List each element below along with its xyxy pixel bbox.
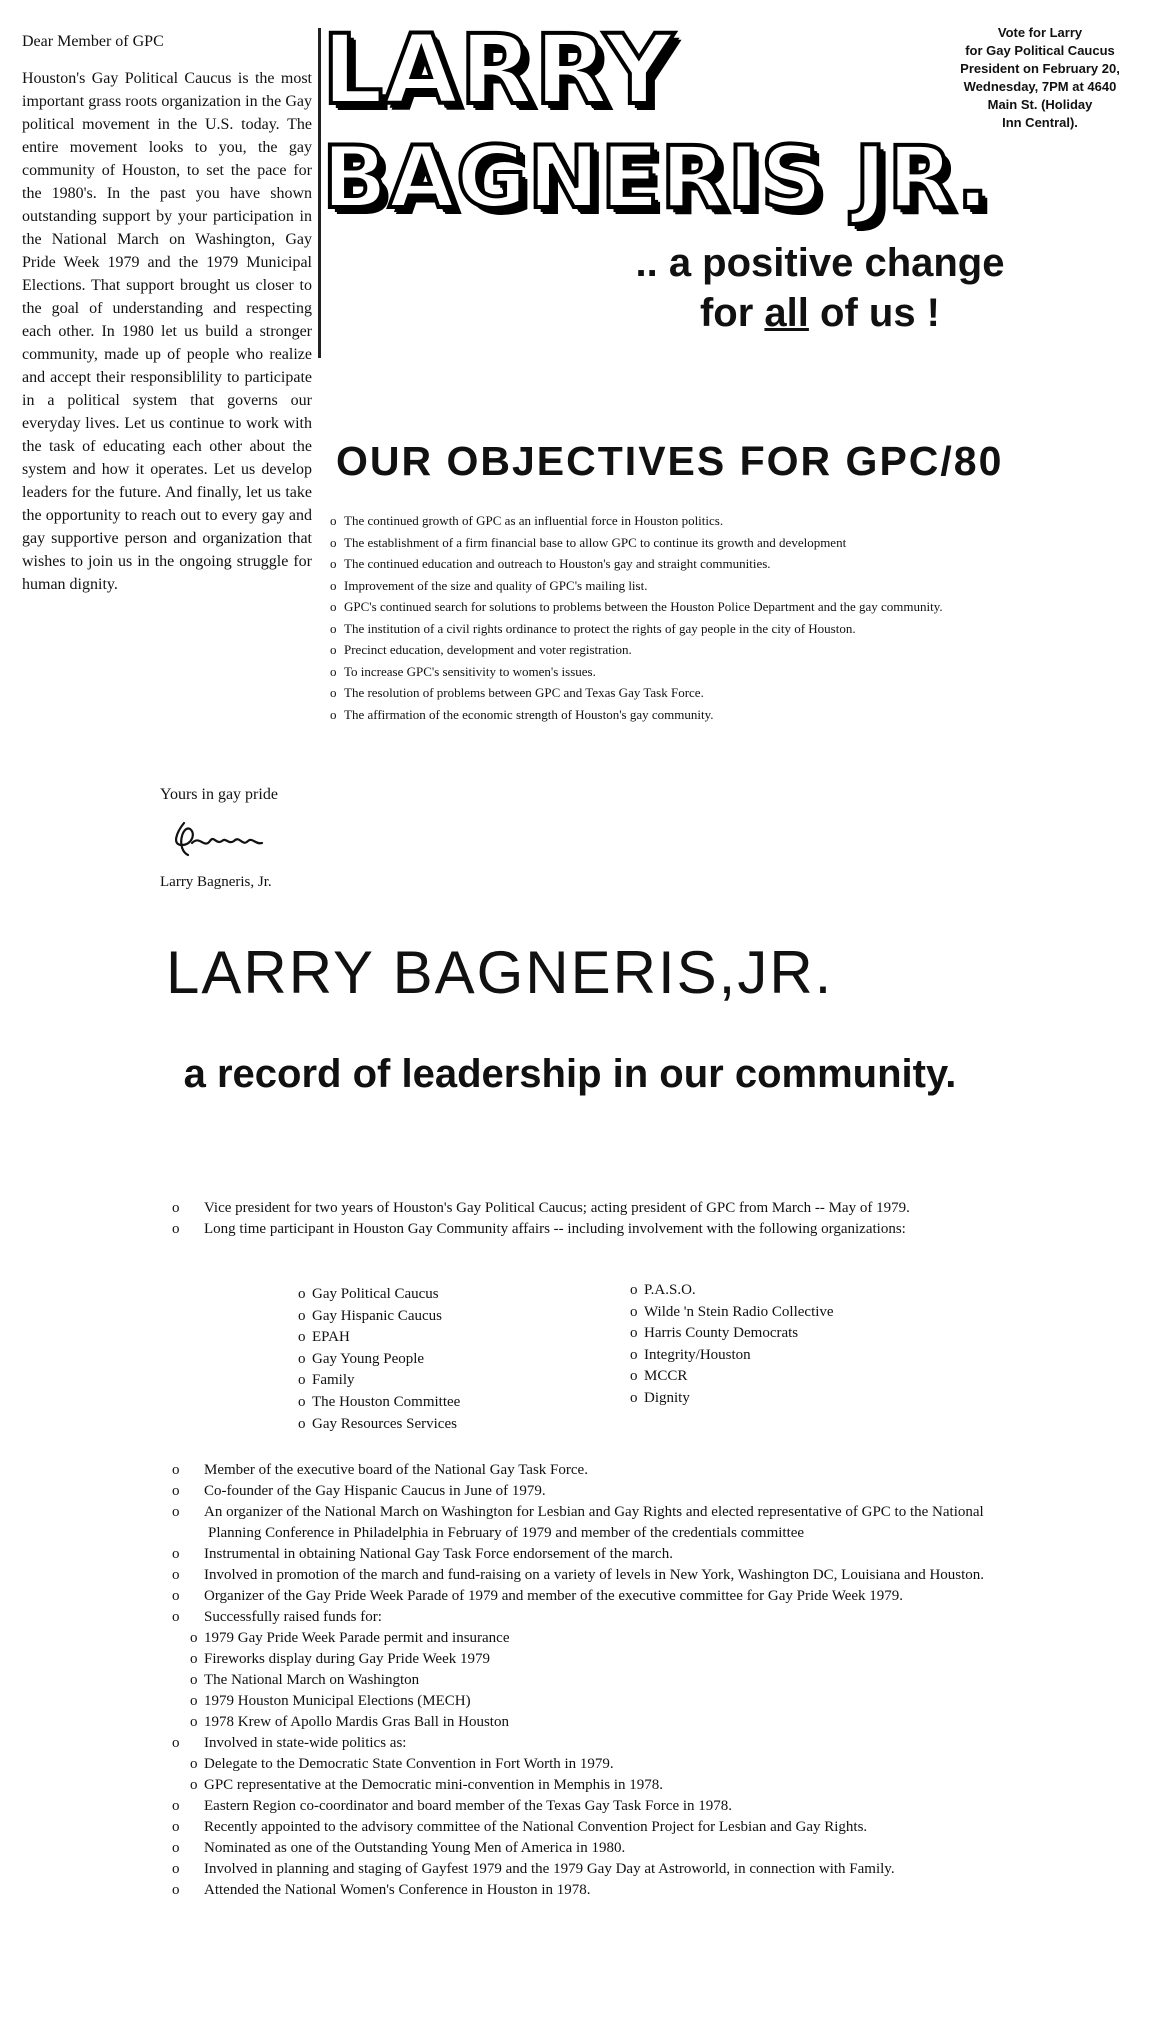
org-item: o MCCR bbox=[630, 1368, 688, 1385]
record-item: o Instrumental in obtaining National Gay Task Force endorsement of the march. bbox=[172, 1546, 673, 1562]
org-item: o Family bbox=[298, 1372, 355, 1389]
state-item: o GPC representative at the Democratic mini-convention in Memphis in 1978. bbox=[190, 1777, 664, 1793]
record-item: o Recently appointed to the advisory committee of the National Convention Project for Lesbian and Gay Rights. bbox=[172, 1819, 868, 1835]
slogan-pre: for bbox=[699, 291, 765, 335]
record-item: o Involved in planning and staging of Gayfest 1979 and the 1979 Gay Day at Astroworld, in connection with Family. bbox=[172, 1861, 895, 1877]
record-item: o Involved in promotion of the march and fund-raising on a variety of levels in New York, Washington DC, Louisiana and Houston. bbox=[172, 1567, 985, 1583]
vote-notice-line: President on February 20, bbox=[960, 61, 1120, 76]
org-item: o Gay Young People bbox=[298, 1350, 425, 1367]
objective-item: o The institution of a civil rights ordinance to protect the rights of gay people in the city of Houston. bbox=[330, 620, 856, 636]
record-item: o Long time participant in Houston Gay Community affairs -- including involvement with the following organizations: bbox=[172, 1221, 906, 1237]
slogan bbox=[520, 238, 1120, 338]
letter-closing: Yours in gay pride bbox=[160, 786, 278, 803]
record-item: o Attended the National Women's Conference in Houston in 1978. bbox=[172, 1882, 591, 1898]
vote-notice bbox=[940, 24, 1140, 132]
objective-item: o The continued education and outreach to Houston's gay and straight communities. bbox=[330, 556, 771, 571]
objective-item: o To increase GPC's sensitivity to women's issues. bbox=[330, 663, 596, 679]
objective-item: o The affirmation of the economic strength of Houston's gay community. bbox=[330, 706, 714, 722]
candidate-name-line1: LARRY bbox=[322, 14, 675, 126]
objective-item: o The resolution of problems between GPC and Texas Gay Task Force. bbox=[330, 685, 704, 700]
state-politics-list bbox=[190, 1754, 992, 1796]
record-item: o Eastern Region co-coordinator and board member of the Texas Gay Task Force in 1978. bbox=[172, 1798, 733, 1814]
objective-item: o The establishment of a firm financial base to allow GPC to continue its growth and development bbox=[330, 534, 847, 550]
fund-item: o 1978 Krew of Apollo Mardis Gras Ball in Houston bbox=[190, 1714, 509, 1730]
objectives-list bbox=[330, 510, 943, 725]
org-item: o Integrity/Houston bbox=[630, 1346, 751, 1363]
record-headline: a record of leadership in our community. bbox=[183, 1052, 957, 1096]
org-item: o Gay Resources Services bbox=[298, 1415, 457, 1432]
record-item: o Nominated as one of the Outstanding Young Men of America in 1980. bbox=[172, 1840, 626, 1856]
candidate-name-line2: BAGNERIS JR. bbox=[322, 128, 991, 228]
org-item: o Harris County Democrats bbox=[630, 1325, 799, 1342]
slogan-post: of us ! bbox=[808, 291, 940, 335]
objective-item: o Improvement of the size and quality of GPC's mailing list. bbox=[330, 577, 648, 593]
objective-item: o Precinct education, development and voter registration. bbox=[330, 642, 632, 657]
org-item: o Gay Political Caucus bbox=[298, 1286, 439, 1302]
org-item: o EPAH bbox=[298, 1329, 350, 1346]
org-item: o Wilde 'n Stein Radio Collective bbox=[630, 1303, 834, 1320]
funds-list bbox=[190, 1628, 992, 1733]
record-item: o Organizer of the Gay Pride Week Parade of 1979 and member of the executive committee for Gay Pride Week 1979. bbox=[172, 1588, 904, 1604]
fund-item: o Fireworks display during Gay Pride Week 1979 bbox=[190, 1651, 490, 1667]
vertical-divider bbox=[318, 28, 321, 358]
fund-item: o 1979 Houston Municipal Elections (MECH) bbox=[190, 1693, 471, 1709]
org-item: o Dignity bbox=[630, 1389, 690, 1406]
fund-item: o 1979 Gay Pride Week Parade permit and insurance bbox=[190, 1630, 510, 1646]
fund-item: o The National March on Washington bbox=[190, 1672, 420, 1688]
slogan-line1: .. a positive change bbox=[635, 241, 1005, 285]
record-name: LARRY BAGNERIS,JR. bbox=[166, 939, 834, 1006]
objective-item: o GPC's continued search for solutions to problems between the Houston Police Department and the gay community. bbox=[330, 599, 943, 614]
state-item: o Delegate to the Democratic State Convention in Fort Worth in 1979. bbox=[190, 1756, 614, 1772]
record-list-second bbox=[172, 1460, 992, 1901]
vote-notice-line: Inn Central). bbox=[1002, 115, 1078, 130]
letter-signer: Larry Bagneris, Jr. bbox=[160, 874, 272, 890]
objective-item: o The continued growth of GPC as an influential force in Houston politics. bbox=[330, 513, 724, 528]
vote-notice-line: Main St. (Holiday bbox=[987, 97, 1093, 112]
record-item: o Co-founder of the Gay Hispanic Caucus in June of 1979. bbox=[172, 1483, 546, 1499]
record-list-first bbox=[172, 1198, 990, 1240]
org-item: o Gay Hispanic Caucus bbox=[298, 1307, 442, 1324]
record-item: o An organizer of the National March on Washington for Lesbian and Gay Rights and elected representative of GPC to the National Planning Conference in Philadelphia in February of 1979 and member of the credentials committee bbox=[172, 1504, 984, 1541]
record-item: o Involved in state-wide politics as: bbox=[172, 1735, 407, 1751]
orgs-left-list bbox=[298, 1284, 460, 1435]
record-item: o Successfully raised funds for: bbox=[172, 1609, 382, 1625]
signature-icon bbox=[170, 815, 270, 870]
slogan-line2 bbox=[520, 288, 1120, 338]
vote-notice-line: Vote for Larry bbox=[997, 25, 1083, 40]
vote-notice-line: for Gay Political Caucus bbox=[965, 43, 1115, 58]
letter-body: Houston's Gay Political Caucus is the most important grass roots organization in the Gay political movement in the U.S. today. The entire movement looks to you, the gay community of Houston, to set the pace for the 1980's. In the past you have shown outstanding support by your participation in the National March on Washington, Gay Pride Week 1979 and the 1979 Municipal Elections. That support brought us closer to the goal of understanding and respecting each other. In 1980 let us build a stronger community, made up of people who realize and accept their responsiblility to participate in a political system that governs our everyday lives. Let us continue to work with the task of educating each other about the system and how it operates. Let us develop leaders for the future. And finally, let us take the opportunity to reach out to every gay and gay supportive person and organization that wishes to join us in the ongoing struggle for human dignity. bbox=[22, 70, 312, 593]
org-item: o The Houston Committee bbox=[298, 1393, 461, 1410]
org-item: o P.A.S.O. bbox=[630, 1282, 696, 1298]
record-item: o Vice president for two years of Houston's Gay Political Caucus; acting president of GPC from March -- May of 1979. bbox=[172, 1200, 910, 1216]
slogan-emphasis: all bbox=[764, 291, 809, 335]
letter-greeting: Dear Member of GPC bbox=[22, 33, 164, 50]
record-item: o Member of the executive board of the National Gay Task Force. bbox=[172, 1462, 588, 1478]
objectives-title: OUR OBJECTIVES FOR GPC/80 bbox=[336, 438, 1004, 484]
letter bbox=[22, 30, 312, 596]
vote-notice-line: Wednesday, 7PM at 4640 bbox=[963, 79, 1117, 94]
orgs-right-list bbox=[630, 1280, 834, 1410]
